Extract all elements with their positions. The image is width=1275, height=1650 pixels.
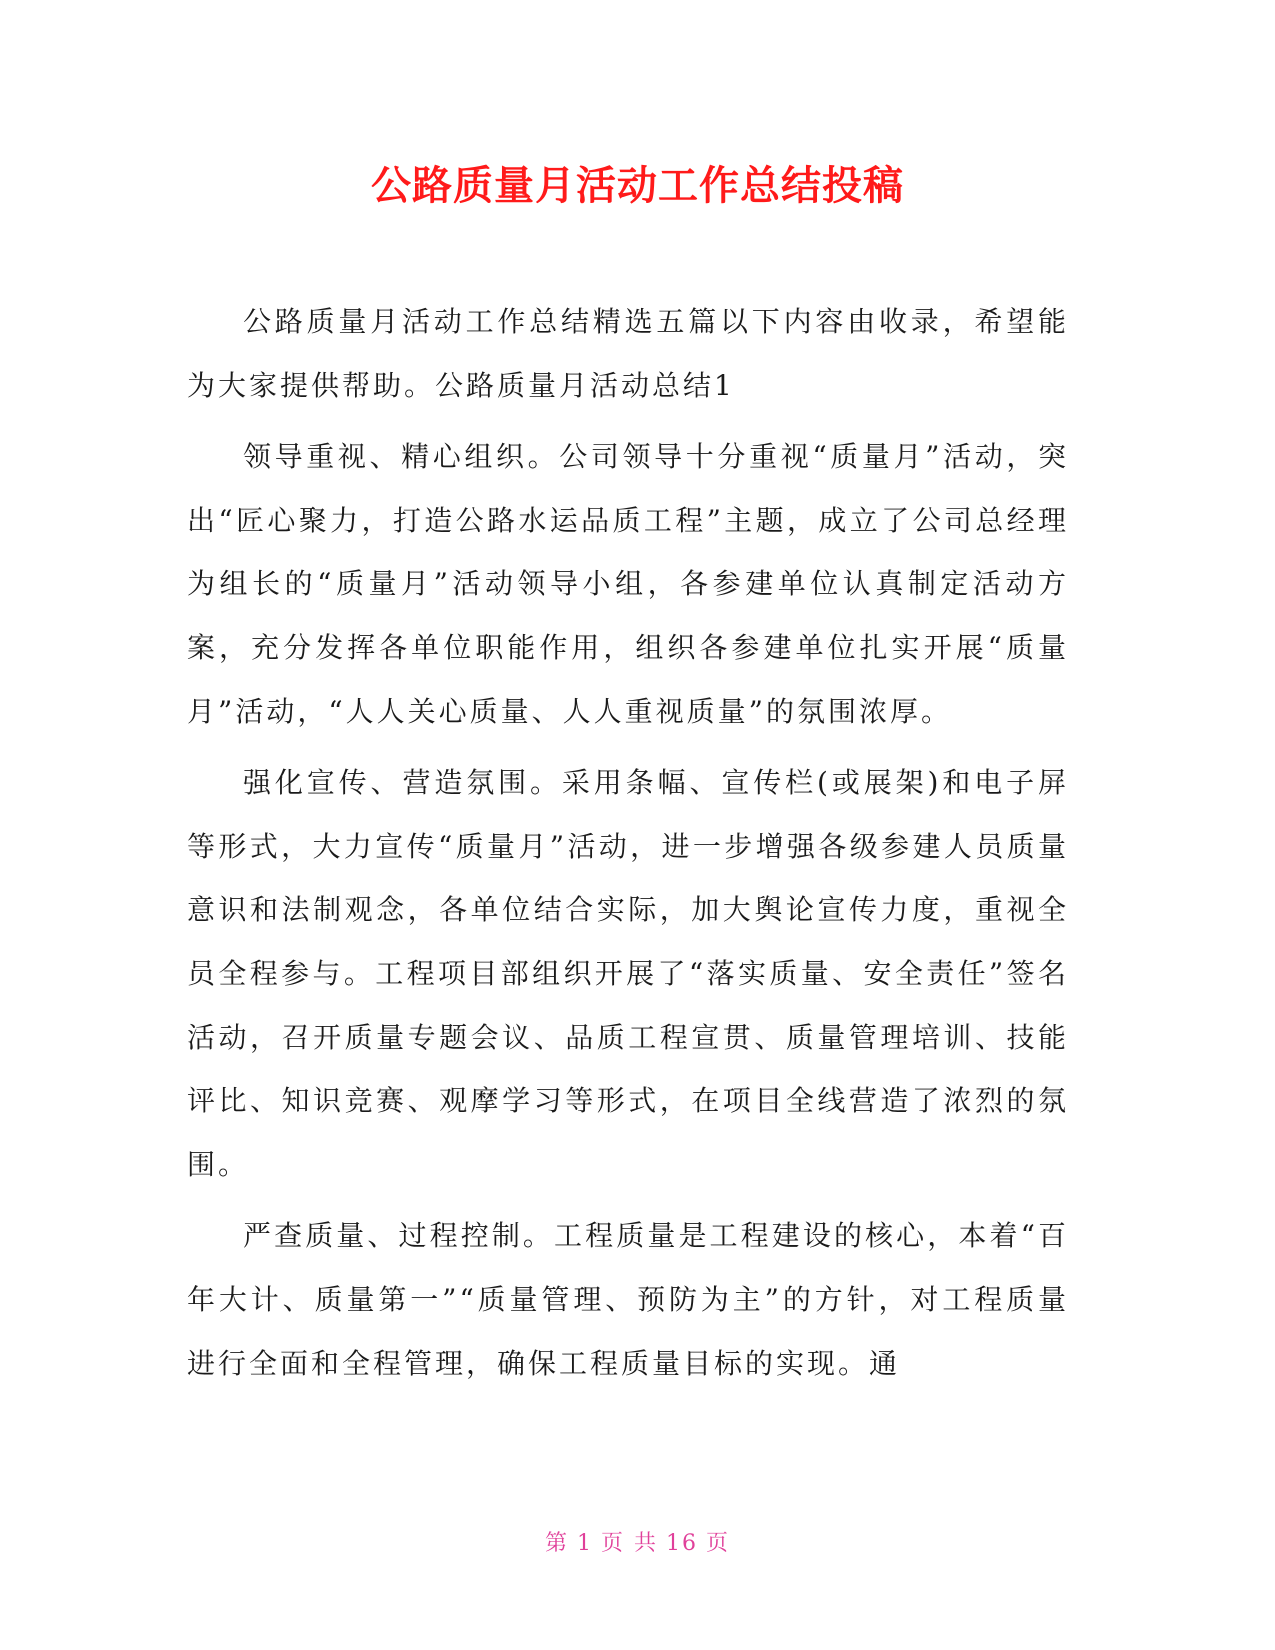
- footer-total-pages: 16: [666, 1531, 698, 1556]
- paragraph-intro: 公路质量月活动工作总结精选五篇以下内容由收录，希望能为大家提供帮助。公路质量月活动总结1: [187, 305, 1069, 402]
- document-body: [187, 290, 1069, 1403]
- footer-suffix: 页: [706, 1531, 731, 1556]
- paragraph-leadership: 领导重视、精心组织。公司领导十分重视“质量月”活动，突出“匠心聚力，打造公路水运品质工程”主题，成立了公司总经理为组长的“质量月”活动领导小组，各参建单位认真制定活动方案，充分发挥各单位职能作用，组织各参建单位扎实开展“质量月”活动，“人人关心质量、人人重视质量”的氛围浓厚。: [187, 440, 1069, 728]
- paragraph-publicity: 强化宣传、营造氛围。采用条幅、宣传栏(或展架)和电子屏等形式，大力宣传“质量月”活动，进一步增强各级参建人员质量意识和法制观念，各单位结合实际，加大舆论宣传力度，重视全员全程参与。工程项目部组织开展了“落实质量、安全责任”签名活动，召开质量专题会议、品质工程宣贯、质量管理培训、技能评比、知识竞赛、观摩学习等形式，在项目全线营造了浓烈的氛围。: [187, 766, 1069, 1181]
- paragraph-quality-control: 严查质量、过程控制。工程质量是工程建设的核心，本着“百年大计、质量第一”“质量管理、预防为主”的方针，对工程质量进行全面和全程管理，确保工程质量目标的实现。通: [187, 1219, 1069, 1380]
- page-footer: [0, 1526, 1275, 1557]
- footer-prefix: 第: [544, 1531, 569, 1556]
- document-title: 公路质量月活动工作总结投稿: [371, 163, 904, 209]
- footer-page-number: 1: [577, 1531, 593, 1556]
- footer-middle: 页 共: [601, 1531, 658, 1556]
